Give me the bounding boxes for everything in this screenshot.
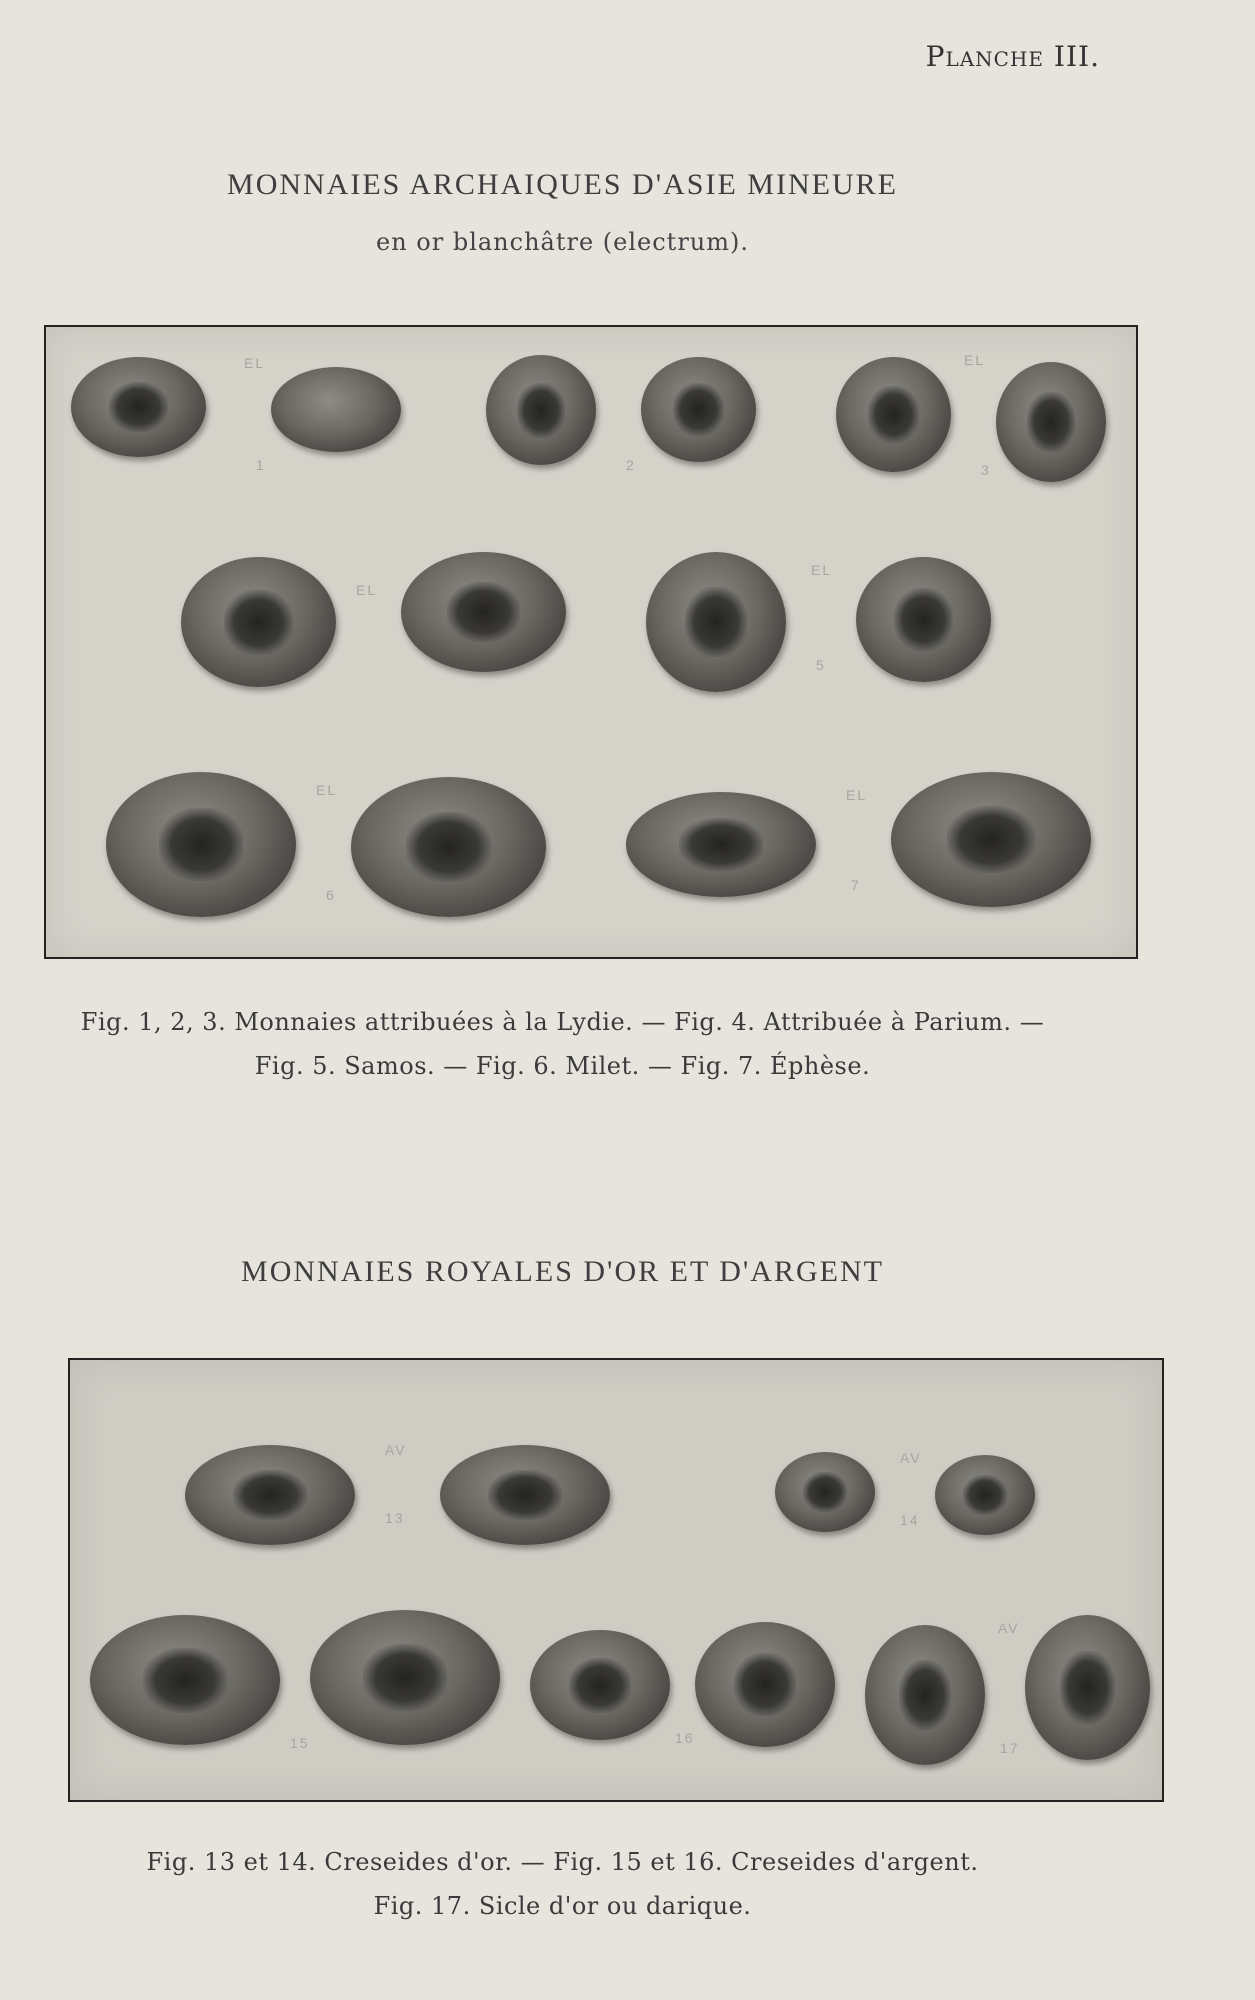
figure-number: 16 bbox=[675, 1730, 695, 1746]
plate-mark-av: AV bbox=[385, 1442, 407, 1458]
coin-image bbox=[856, 557, 991, 682]
caption-line: Fig. 1, 2, 3. Monnaies attribuées à la Lydie. — Fig. 4. Attribuée à Parium. — bbox=[80, 1008, 1045, 1036]
coin-image bbox=[695, 1622, 835, 1747]
coin-image bbox=[1025, 1615, 1150, 1760]
caption-line: Fig. 5. Samos. — Fig. 6. Milet. — Fig. 7. Éphèse. bbox=[254, 1052, 871, 1080]
coin-image bbox=[935, 1455, 1035, 1535]
coin-image bbox=[865, 1625, 985, 1765]
figure-number: 14 bbox=[900, 1512, 920, 1528]
section1-title: MONNAIES ARCHAIQUES D'ASIE MINEURE bbox=[227, 168, 898, 201]
plate-mark-el: EL bbox=[244, 355, 266, 371]
plate-mark-el: EL bbox=[356, 582, 378, 598]
coin-plate-royal bbox=[68, 1358, 1164, 1802]
coin-image bbox=[530, 1630, 670, 1740]
figure-number: 3 bbox=[981, 462, 991, 478]
figure-number: 13 bbox=[385, 1510, 405, 1526]
plate-mark-el: EL bbox=[846, 787, 868, 803]
plate-mark-el: EL bbox=[811, 562, 833, 578]
coin-image bbox=[310, 1610, 500, 1745]
section1-caption bbox=[0, 1000, 1125, 1088]
figure-number: 17 bbox=[1000, 1740, 1020, 1756]
coin-plate-archaic bbox=[44, 325, 1138, 959]
figure-number: 15 bbox=[290, 1735, 310, 1751]
coin-image bbox=[646, 552, 786, 692]
section2-caption bbox=[0, 1840, 1125, 1928]
coin-image bbox=[351, 777, 546, 917]
figure-number: 6 bbox=[326, 887, 336, 903]
section1-subtitle: en or blanchâtre (electrum). bbox=[375, 228, 749, 256]
plate-mark-el: EL bbox=[964, 352, 986, 368]
coin-image bbox=[181, 557, 336, 687]
coin-image bbox=[401, 552, 566, 672]
figure-number: 5 bbox=[816, 657, 826, 673]
coin-image bbox=[440, 1445, 610, 1545]
coin-image bbox=[641, 357, 756, 462]
plate-label: Planche III. bbox=[925, 40, 1100, 73]
coin-image bbox=[185, 1445, 355, 1545]
coin-image bbox=[106, 772, 296, 917]
figure-number: 2 bbox=[626, 457, 636, 473]
coin-image bbox=[891, 772, 1091, 907]
coin-image bbox=[996, 362, 1106, 482]
coin-image bbox=[775, 1452, 875, 1532]
plate-mark-el: EL bbox=[316, 782, 338, 798]
plate-mark-av: AV bbox=[998, 1620, 1020, 1636]
coin-image bbox=[626, 792, 816, 897]
plate-mark-av: AV bbox=[900, 1450, 922, 1466]
caption-line: Fig. 13 et 14. Creseides d'or. — Fig. 15 et 16. Creseides d'argent. bbox=[146, 1848, 979, 1876]
figure-number: 7 bbox=[851, 877, 861, 893]
coin-image bbox=[486, 355, 596, 465]
caption-line: Fig. 17. Sicle d'or ou darique. bbox=[373, 1892, 752, 1920]
coin-image bbox=[836, 357, 951, 472]
figure-number: 1 bbox=[256, 457, 266, 473]
coin-image bbox=[71, 357, 206, 457]
section2-title: MONNAIES ROYALES D'OR ET D'ARGENT bbox=[241, 1255, 884, 1288]
coin-image bbox=[271, 367, 401, 452]
coin-image bbox=[90, 1615, 280, 1745]
